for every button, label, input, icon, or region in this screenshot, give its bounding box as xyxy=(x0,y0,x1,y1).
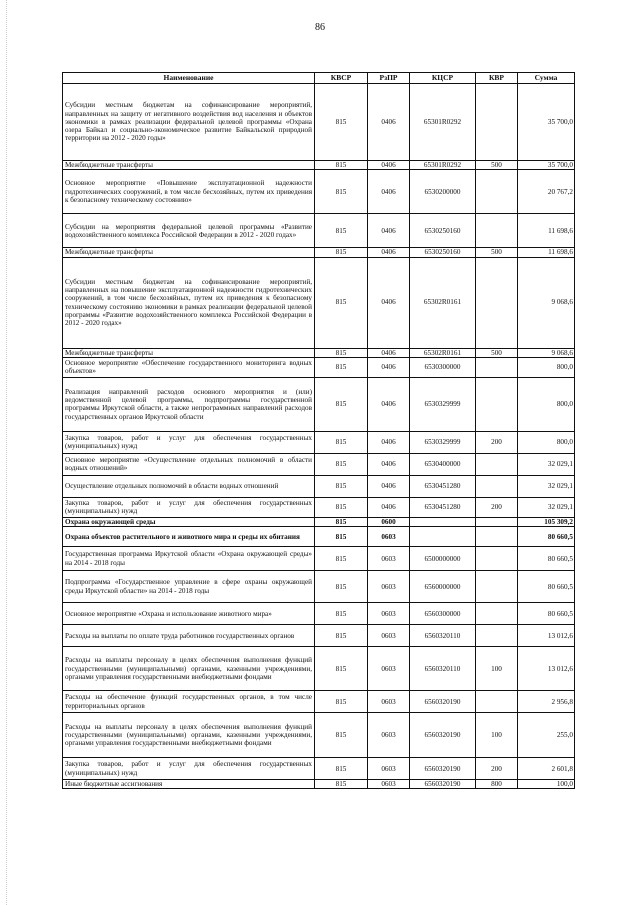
table-header-row xyxy=(63,73,575,84)
row-kvsr: 815 xyxy=(315,780,368,789)
row-name: Иные бюджетные ассигнования xyxy=(63,780,315,789)
row-kcsr: 6530329999 xyxy=(410,377,476,431)
row-name: Субсидии на мероприятия федеральной целевой программы «Развитие водохозяйственного комплекса Российской Федерации в 2012 - 2020 годах» xyxy=(63,214,315,248)
row-rzpr: 0406 xyxy=(368,453,410,475)
row-name: Осуществление отдельных полномочий в области водных отношений xyxy=(63,475,315,497)
row-kvr xyxy=(476,691,518,713)
row-kvsr: 815 xyxy=(315,497,368,517)
row-kvsr: 815 xyxy=(315,647,368,691)
page-number: 86 xyxy=(315,22,325,33)
row-kvsr: 815 xyxy=(315,691,368,713)
row-kvr xyxy=(476,453,518,475)
table-row xyxy=(63,713,575,758)
row-rzpr: 0406 xyxy=(368,475,410,497)
row-kvr: 200 xyxy=(476,758,518,780)
row-name: Основное мероприятие «Осуществление отдельных полномочий в области водных отношений» xyxy=(63,453,315,475)
row-name: Расходы на обеспечение функций государственных органов, в том числе территориальных органов xyxy=(63,691,315,713)
row-sum: 800,0 xyxy=(518,357,575,377)
row-kvr: 200 xyxy=(476,497,518,517)
row-sum: 80 660,5 xyxy=(518,527,575,547)
row-kcsr: 6500000000 xyxy=(410,547,476,571)
row-kvr xyxy=(476,214,518,248)
row-kvsr: 815 xyxy=(315,758,368,780)
row-kvsr: 815 xyxy=(315,348,368,357)
column-header-kcsr: КЦСР xyxy=(410,73,476,84)
table-row xyxy=(63,497,575,517)
row-sum: 35 700,0 xyxy=(518,161,575,170)
row-kvr xyxy=(476,517,518,526)
row-kvsr: 815 xyxy=(315,377,368,431)
row-rzpr: 0600 xyxy=(368,517,410,526)
row-kvr xyxy=(476,377,518,431)
row-kvsr: 815 xyxy=(315,517,368,526)
row-name: Субсидии местным бюджетам на софинансирование мероприятий, направленных на повышение эксплуатационной надежности гидротехнических сооружений, в том числе бесхозяйных, путем их приведения к безопасному техническому состоянию экономики в рамках реализации федеральной целевой программы «Развитие водохозяйственного комплекса Российской Федерации в 2012 - 2020 годах» xyxy=(63,257,315,348)
table-row xyxy=(63,357,575,377)
row-kcsr: 6560320190 xyxy=(410,691,476,713)
row-kvr: 800 xyxy=(476,780,518,789)
row-kcsr: 65302R0161 xyxy=(410,348,476,357)
row-name: Охрана окружающей среды xyxy=(63,517,315,526)
row-kvr: 500 xyxy=(476,248,518,257)
row-kcsr: 6530250160 xyxy=(410,248,476,257)
row-kvr: 500 xyxy=(476,161,518,170)
row-name: Охрана объектов растительного и животного мира и среды их обитания xyxy=(63,527,315,547)
row-rzpr: 0406 xyxy=(368,431,410,453)
row-sum: 32 029,1 xyxy=(518,453,575,475)
table-row xyxy=(63,248,575,257)
table-row xyxy=(63,84,575,161)
row-rzpr: 0406 xyxy=(368,84,410,161)
row-kcsr: 6530250160 xyxy=(410,214,476,248)
row-kvsr: 815 xyxy=(315,84,368,161)
row-kvr xyxy=(476,527,518,547)
table-row xyxy=(63,780,575,789)
row-rzpr: 0603 xyxy=(368,713,410,758)
table-row xyxy=(63,348,575,357)
row-kvsr: 815 xyxy=(315,713,368,758)
row-kvsr: 815 xyxy=(315,475,368,497)
row-kvr xyxy=(476,170,518,214)
row-name: Расходы на выплаты персоналу в целях обеспечения выполнения функций государственными (муниципальными) органами, казенными учреждениями, органами управления государственными внебюджетными фондами xyxy=(63,647,315,691)
table-row xyxy=(63,377,575,431)
row-sum: 9 068,6 xyxy=(518,257,575,348)
row-kvsr: 815 xyxy=(315,625,368,647)
row-name: Реализация направлений расходов основного мероприятия и (или) ведомственной целевой программы, подпрограммы государственной программы Иркутской области, а также непрограммных направлений расходов государственных органов Иркутской области xyxy=(63,377,315,431)
row-name: Государственная программа Иркутской области «Охрана окружающей среды» на 2014 - 2018 годы xyxy=(63,547,315,571)
row-kvr xyxy=(476,257,518,348)
row-kcsr: 6560320110 xyxy=(410,625,476,647)
row-name: Основное мероприятие «Повышение эксплуатационной надежности гидротехнических сооружений, в том числе бесхозяйных, путем их приведения к безопасному техническому состоянию» xyxy=(63,170,315,214)
row-kcsr: 6560300000 xyxy=(410,603,476,625)
row-rzpr: 0603 xyxy=(368,758,410,780)
table-row xyxy=(63,170,575,214)
row-sum: 35 700,0 xyxy=(518,84,575,161)
row-name: Закупка товаров, работ и услуг для обеспечения государственных (муниципальных) нужд xyxy=(63,431,315,453)
row-kcsr: 6530451280 xyxy=(410,475,476,497)
row-kvr xyxy=(476,357,518,377)
row-name: Субсидии местным бюджетам на софинансирование мероприятий, направленных на защиту от негативного воздействия вод населения и объектов экономики в рамках реализации федеральной целевой программы «Охрана озера Байкал и социально-экономическое развитие Байкальской природной территории на 2012 - 2020 годы» xyxy=(63,84,315,161)
row-rzpr: 0406 xyxy=(368,497,410,517)
row-rzpr: 0603 xyxy=(368,780,410,789)
row-sum: 80 660,5 xyxy=(518,571,575,603)
table-row xyxy=(63,603,575,625)
table-row xyxy=(63,475,575,497)
table-row xyxy=(63,758,575,780)
table-row xyxy=(63,527,575,547)
row-sum: 11 698,6 xyxy=(518,248,575,257)
column-header-sum: Сумма xyxy=(518,73,575,84)
row-kvr: 200 xyxy=(476,431,518,453)
row-rzpr: 0603 xyxy=(368,571,410,603)
row-kcsr: 65301R0292 xyxy=(410,84,476,161)
row-name: Межбюджетные трансферты xyxy=(63,248,315,257)
row-rzpr: 0406 xyxy=(368,161,410,170)
row-name: Межбюджетные трансферты xyxy=(63,161,315,170)
row-kvsr: 815 xyxy=(315,214,368,248)
row-kcsr xyxy=(410,527,476,547)
row-rzpr: 0603 xyxy=(368,603,410,625)
column-header-kvsr: КВСР xyxy=(315,73,368,84)
column-header-kvr: КВР xyxy=(476,73,518,84)
row-kcsr: 6530300000 xyxy=(410,357,476,377)
row-kcsr: 6560000000 xyxy=(410,571,476,603)
row-kvsr: 815 xyxy=(315,603,368,625)
row-kvsr: 815 xyxy=(315,431,368,453)
row-kcsr: 6530400000 xyxy=(410,453,476,475)
row-sum: 32 029,1 xyxy=(518,475,575,497)
row-rzpr: 0603 xyxy=(368,527,410,547)
row-name: Расходы на выплаты по оплате труда работников государственных органов xyxy=(63,625,315,647)
column-header-name: Наименование xyxy=(63,73,315,84)
table-row xyxy=(63,547,575,571)
table-row xyxy=(63,571,575,603)
row-kvr: 100 xyxy=(476,647,518,691)
row-kvsr: 815 xyxy=(315,170,368,214)
row-kvr xyxy=(476,84,518,161)
column-header-rzpr: РзПР xyxy=(368,73,410,84)
row-kvr: 100 xyxy=(476,713,518,758)
table-row xyxy=(63,161,575,170)
row-sum: 2 601,8 xyxy=(518,758,575,780)
row-name: Расходы на выплаты персоналу в целях обеспечения выполнения функций государственными (муниципальными) органами, казенными учреждениями, органами управления государственными внебюджетными фондами xyxy=(63,713,315,758)
row-sum: 255,0 xyxy=(518,713,575,758)
row-name: Закупка товаров, работ и услуг для обеспечения государственных (муниципальных) нужд xyxy=(63,758,315,780)
row-sum: 13 012,6 xyxy=(518,647,575,691)
row-kvsr: 815 xyxy=(315,357,368,377)
row-kvsr: 815 xyxy=(315,571,368,603)
row-sum: 2 956,8 xyxy=(518,691,575,713)
row-rzpr: 0406 xyxy=(368,214,410,248)
table-row xyxy=(63,647,575,691)
row-kcsr: 6560320190 xyxy=(410,780,476,789)
row-sum: 32 029,1 xyxy=(518,497,575,517)
row-kcsr: 65301R0292 xyxy=(410,161,476,170)
row-rzpr: 0406 xyxy=(368,248,410,257)
row-kcsr: 6530451280 xyxy=(410,497,476,517)
row-kvr xyxy=(476,547,518,571)
row-sum: 800,0 xyxy=(518,431,575,453)
row-kcsr: 6530200000 xyxy=(410,170,476,214)
row-kvsr: 815 xyxy=(315,248,368,257)
row-kvr xyxy=(476,571,518,603)
row-rzpr: 0406 xyxy=(368,348,410,357)
row-kvr: 500 xyxy=(476,348,518,357)
row-kvr xyxy=(476,603,518,625)
row-name: Межбюджетные трансферты xyxy=(63,348,315,357)
row-sum: 105 309,2 xyxy=(518,517,575,526)
row-rzpr: 0406 xyxy=(368,257,410,348)
row-rzpr: 0406 xyxy=(368,377,410,431)
row-sum: 11 698,6 xyxy=(518,214,575,248)
row-sum: 20 767,2 xyxy=(518,170,575,214)
table-body xyxy=(63,84,575,789)
row-name: Подпрограмма «Государственное управление в сфере охраны окружающей среды Иркутской области» на 2014 - 2018 годы xyxy=(63,571,315,603)
row-sum: 13 012,6 xyxy=(518,625,575,647)
table-row xyxy=(63,517,575,526)
row-rzpr: 0603 xyxy=(368,647,410,691)
row-kcsr: 6560320110 xyxy=(410,647,476,691)
row-rzpr: 0603 xyxy=(368,691,410,713)
row-kcsr xyxy=(410,517,476,526)
page-margin-line xyxy=(6,0,7,905)
row-rzpr: 0406 xyxy=(368,170,410,214)
row-kvr xyxy=(476,625,518,647)
row-sum: 800,0 xyxy=(518,377,575,431)
table-row xyxy=(63,691,575,713)
row-kcsr: 6560320190 xyxy=(410,713,476,758)
row-sum: 100,0 xyxy=(518,780,575,789)
row-kvsr: 815 xyxy=(315,257,368,348)
row-kvsr: 815 xyxy=(315,453,368,475)
row-kcsr: 6560320190 xyxy=(410,758,476,780)
row-rzpr: 0603 xyxy=(368,547,410,571)
row-sum: 80 660,5 xyxy=(518,603,575,625)
row-kcsr: 65302R0161 xyxy=(410,257,476,348)
row-kcsr: 6530329999 xyxy=(410,431,476,453)
row-kvsr: 815 xyxy=(315,527,368,547)
row-rzpr: 0603 xyxy=(368,625,410,647)
table-row xyxy=(63,453,575,475)
row-rzpr: 0406 xyxy=(368,357,410,377)
row-kvr xyxy=(476,475,518,497)
table-row xyxy=(63,214,575,248)
row-name: Основное мероприятие «Обеспечение государственного мониторинга водных объектов» xyxy=(63,357,315,377)
row-name: Закупка товаров, работ и услуг для обеспечения государственных (муниципальных) нужд xyxy=(63,497,315,517)
table-row xyxy=(63,257,575,348)
row-name: Основное мероприятие «Охрана и использование животного мира» xyxy=(63,603,315,625)
table-row xyxy=(63,431,575,453)
row-sum: 80 660,5 xyxy=(518,547,575,571)
row-sum: 9 068,6 xyxy=(518,348,575,357)
budget-table xyxy=(62,72,575,789)
row-kvsr: 815 xyxy=(315,547,368,571)
table-row xyxy=(63,625,575,647)
row-kvsr: 815 xyxy=(315,161,368,170)
